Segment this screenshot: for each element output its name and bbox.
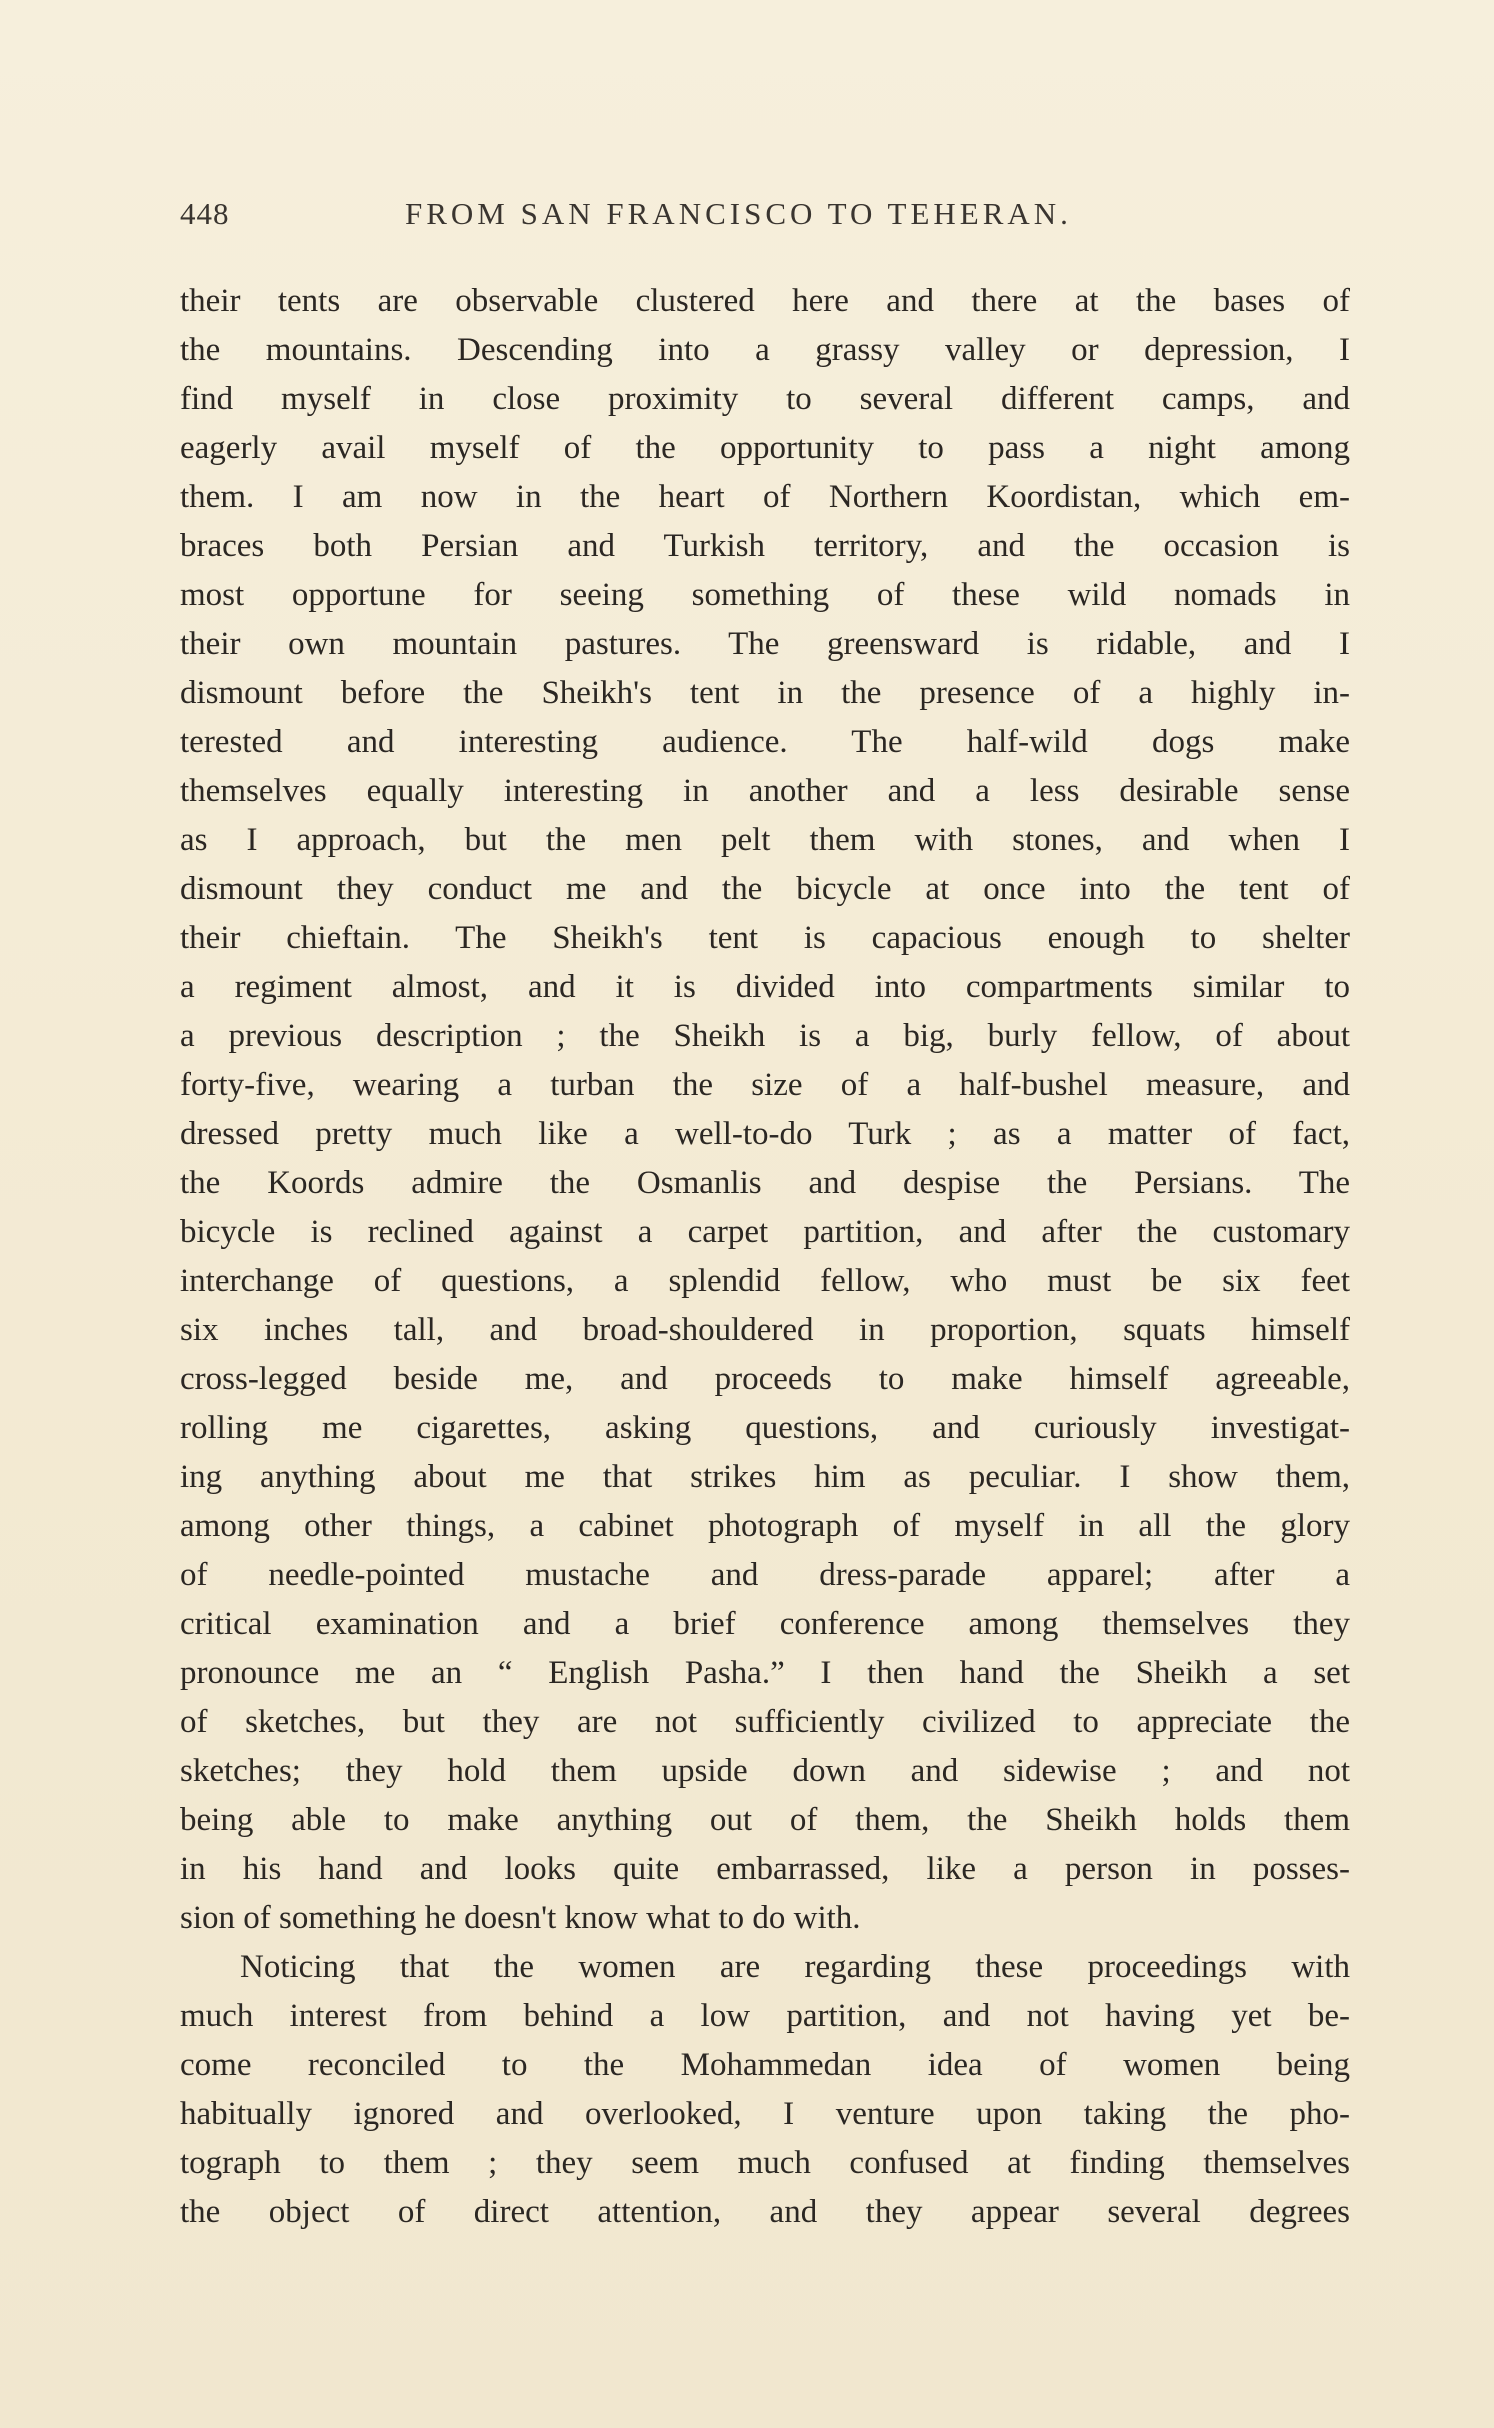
text-line: the mountains. Descending into a grassy valley or depression, I — [180, 332, 1350, 368]
text-line: eagerly avail myself of the opportunity to pass a night among — [180, 430, 1350, 466]
text-line: their tents are observable clustered here and there at the bases of — [180, 283, 1350, 319]
text-line: as I approach, but the men pelt them with stones, and when I — [180, 822, 1350, 858]
text-line: of sketches, but they are not sufficiently civilized to appreciate the — [180, 1704, 1350, 1740]
text-line: sion of something he doesn't know what to do with. — [180, 1900, 861, 1936]
text-line: terested and interesting audience. The half-wild dogs make — [180, 724, 1350, 760]
text-line: ing anything about me that strikes him as peculiar. I show them, — [180, 1459, 1350, 1495]
body-text — [180, 277, 1350, 2237]
text-line: the Koords admire the Osmanlis and despise the Persians. The — [180, 1165, 1350, 1201]
text-line: cross-legged beside me, and proceeds to make himself agreeable, — [180, 1361, 1350, 1397]
text-line: interchange of questions, a splendid fellow, who must be six feet — [180, 1263, 1350, 1299]
page-number: 448 — [180, 196, 230, 231]
text-line: habitually ignored and overlooked, I venture upon taking the pho- — [180, 2096, 1350, 2132]
text-line: among other things, a cabinet photograph of myself in all the glory — [180, 1508, 1350, 1544]
text-line: being able to make anything out of them, the Sheikh holds them — [180, 1802, 1350, 1838]
text-line: dismount they conduct me and the bicycle at once into the tent of — [180, 871, 1350, 907]
paragraph — [180, 1943, 1350, 2237]
text-line: bicycle is reclined against a carpet partition, and after the customary — [180, 1214, 1350, 1250]
text-line: find myself in close proximity to several different camps, and — [180, 381, 1350, 417]
text-line: come reconciled to the Mohammedan idea of women being — [180, 2047, 1350, 2083]
text-line: most opportune for seeing something of these wild nomads in — [180, 577, 1350, 613]
text-line: pronounce me an “ English Pasha.” I then hand the Sheikh a set — [180, 1655, 1350, 1691]
text-line: of needle-pointed mustache and dress-parade apparel; after a — [180, 1557, 1350, 1593]
text-line: six inches tall, and broad-shouldered in proportion, squats himself — [180, 1312, 1350, 1348]
running-head: FROM SAN FRANCISCO TO TEHERAN. — [405, 196, 1072, 231]
text-line: a regiment almost, and it is divided into compartments similar to — [180, 969, 1350, 1005]
text-line: forty-five, wearing a turban the size of a half-bushel measure, and — [180, 1067, 1350, 1103]
paragraph — [180, 277, 1350, 1943]
text-line: dressed pretty much like a well-to-do Turk ; as a matter of fact, — [180, 1116, 1350, 1152]
text-line: dismount before the Sheikh's tent in the presence of a highly in- — [180, 675, 1350, 711]
text-line: sketches; they hold them upside down and sidewise ; and not — [180, 1753, 1350, 1789]
text-line: them. I am now in the heart of Northern Koordistan, which em- — [180, 479, 1350, 515]
text-line: Noticing that the women are regarding these proceedings with — [240, 1949, 1350, 1985]
text-line: in his hand and looks quite embarrassed, like a person in posses- — [180, 1851, 1350, 1887]
text-line: themselves equally interesting in another and a less desirable sense — [180, 773, 1350, 809]
text-line: a previous description ; the Sheikh is a big, burly fellow, of about — [180, 1018, 1350, 1054]
text-line: rolling me cigarettes, asking questions, and curiously investigat- — [180, 1410, 1350, 1446]
text-line: their chieftain. The Sheikh's tent is capacious enough to shelter — [180, 920, 1350, 956]
page-header — [180, 196, 1350, 246]
text-line: the object of direct attention, and they appear several degrees — [180, 2194, 1350, 2230]
text-line: tograph to them ; they seem much confused at finding themselves — [180, 2145, 1350, 2181]
text-line: critical examination and a brief conference among themselves they — [180, 1606, 1350, 1642]
text-line: braces both Persian and Turkish territory, and the occasion is — [180, 528, 1350, 564]
text-line: much interest from behind a low partition, and not having yet be- — [180, 1998, 1350, 2034]
text-line: their own mountain pastures. The greensward is ridable, and I — [180, 626, 1350, 662]
